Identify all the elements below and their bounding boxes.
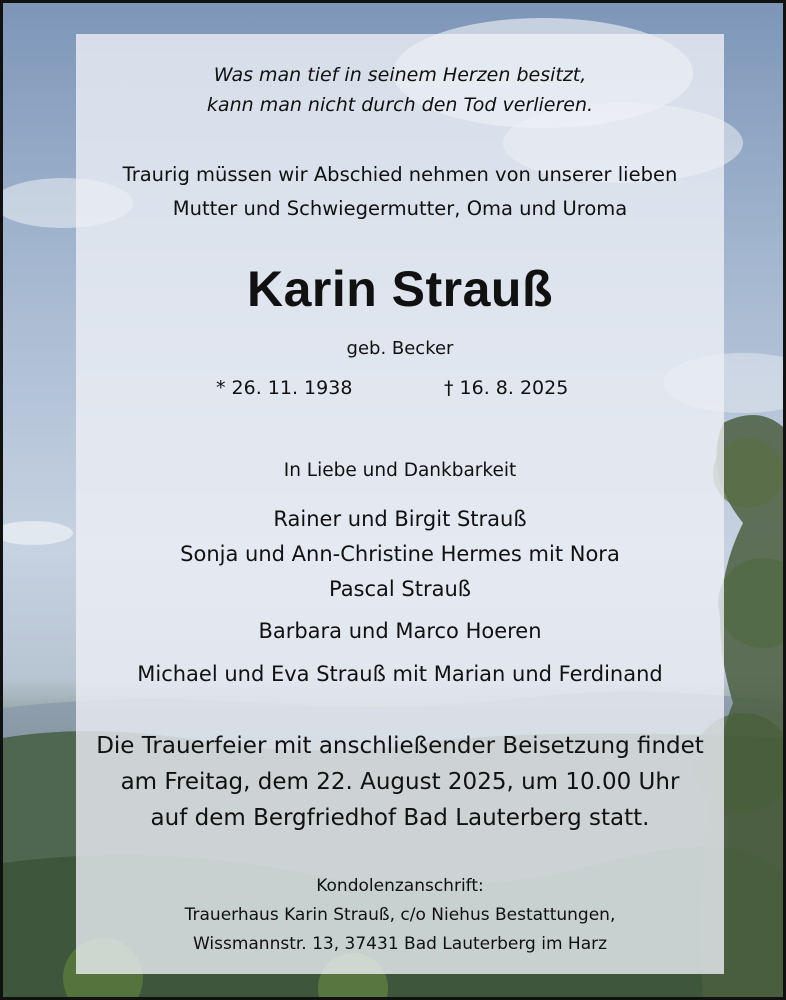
deceased-name: Karin Strauß	[246, 261, 554, 317]
motto-line: Was man tief in seinem Herzen besitzt,	[213, 64, 587, 86]
mourner-line: Rainer und Birgit Strauß	[273, 507, 527, 531]
motto-verse	[76, 60, 724, 120]
mourner-line: Sonja und Ann-Christine Hermes mit Nora	[180, 542, 620, 566]
thanks-line: In Liebe und Dankbarkeit	[283, 460, 517, 481]
condolence-heading: Kondolenzanschrift:	[316, 876, 484, 896]
intro-line: Traurig müssen wir Abschied nehmen von unserer lieben	[122, 163, 678, 186]
motto-line: kann man nicht durch den Tod verlieren.	[206, 94, 594, 116]
condolence-address	[76, 872, 724, 959]
service-line: auf dem Bergfriedhof Bad Lauterberg statt.	[150, 805, 650, 831]
condolence-line: Trauerhaus Karin Strauß, c/o Niehus Bestattungen,	[184, 905, 616, 925]
service-line: am Freitag, dem 22. August 2025, um 10.00 Uhr	[120, 769, 680, 795]
birth-date: * 26. 11. 1938	[216, 377, 353, 399]
service-line: Die Trauerfeier mit anschließender Beisetzung findet	[96, 733, 704, 759]
mourner-line: Barbara und Marco Hoeren	[258, 619, 542, 643]
text-panel	[76, 34, 724, 974]
cloud	[3, 521, 73, 545]
mourners-group	[76, 502, 724, 607]
death-date: † 16. 8. 2025	[444, 377, 569, 399]
mourner-line: Pascal Strauß	[328, 577, 472, 601]
intro-line: Mutter und Schwiegermutter, Oma und Uroma	[172, 197, 628, 220]
condolence-line: Wissmannstr. 13, 37431 Bad Lauterberg im Harz	[192, 934, 608, 954]
intro-text	[76, 158, 724, 226]
maiden-name: geb. Becker	[346, 338, 454, 359]
funeral-service-info	[76, 728, 724, 836]
mourner-line: Michael und Eva Strauß mit Marian und Ferdinand	[137, 662, 663, 686]
